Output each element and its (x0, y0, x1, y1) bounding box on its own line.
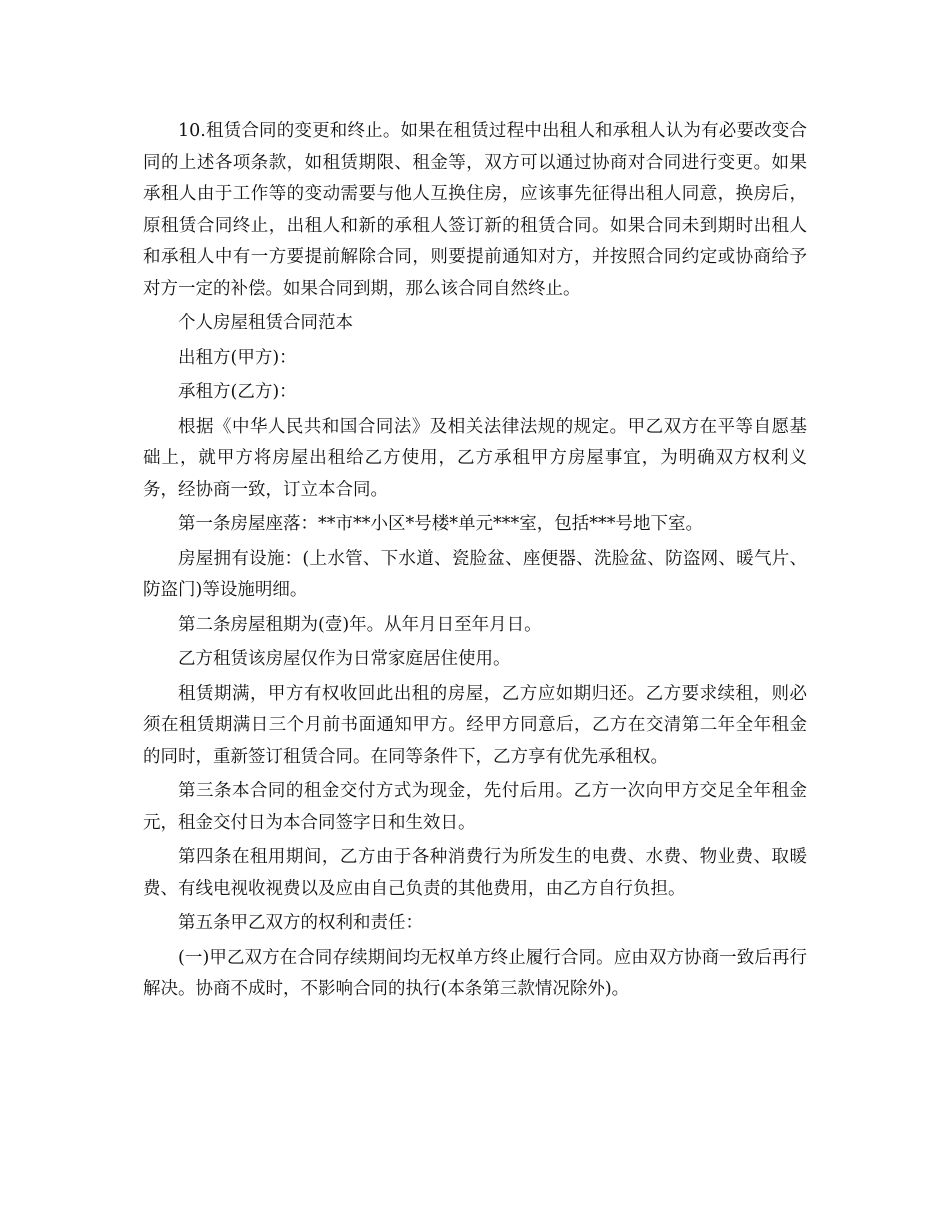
paragraph-lessor-party: 出租方(甲方)： (178, 347, 297, 368)
paragraph-article-2-term: 第二条房屋租期为(壹)年。从年月日至年月日。 (178, 614, 542, 635)
paragraph-facilities: 房屋拥有设施：(上水管、下水道、瓷脸盆、座便器、洗脸盆、防盗网、暖气片、防盗门)等设施明细。 (143, 548, 807, 600)
paragraph-lease-renewal: 租赁期满，甲方有权收回此出租的房屋，乙方应如期归还。乙方要求续租，则必须在租赁期满日三个月前书面通知甲方。经甲方同意后，乙方在交清第二年全年租金的同时，重新签订租赁合同。在同等条件下，乙方享有优先承租权。 (143, 683, 807, 767)
paragraph-lessee-party: 承租方(乙方)： (178, 382, 297, 402)
paragraph-contract-change-termination: 10.租赁合同的变更和终止。如果在租赁过程中出租人和承租人认为有必要改变合同的上述各项条款，如租赁期限、租金等，双方可以通过协商对合同进行变更。如果承租人由于工作等的变动需要与他人互换住房，应该事先征得出租人同意，换房后，原租赁合同终止，出租人和新的承租人签订新的租赁合同。如果合同未到期时出租人和承租人中有一方要提前解除合同，则要提前通知对方，并按照合同约定或协商给予对方一定的补偿。如果合同到期，那么该合同自然终止。 (143, 121, 807, 299)
paragraph-residential-use: 乙方租赁该房屋仅作为日常家庭居住使用。 (178, 649, 511, 669)
paragraph-article-5-clause-1: (一)甲乙双方在合同存续期间均无权单方终止履行合同。应由双方协商一致后再行解决。协商不成时，不影响合同的执行(本条第三款情况除外)。 (143, 947, 807, 999)
paragraph-template-title: 个人房屋租赁合同范本 (178, 313, 353, 333)
paragraph-article-3-payment: 第三条本合同的租金交付方式为现金，先付后用。乙方一次向甲方交足全年租金元，租金交付日为本合同签字日和生效日。 (143, 781, 807, 833)
paragraph-article-4-expenses: 第四条在租用期间，乙方由于各种消费行为所发生的电费、水费、物业费、取暖费、有线电视收视费以及应由自己负责的其他费用，由乙方自行负担。 (143, 847, 807, 899)
paragraph-article-5-heading: 第五条甲乙双方的权利和责任： (178, 913, 423, 933)
document-body (143, 116, 807, 1009)
paragraph-legal-basis: 根据《中华人民共和国合同法》及相关法律法规的规定。甲乙双方在平等自愿基础上，就甲方将房屋出租给乙方使用，乙方承租甲方房屋事宜，为明确双方权利义务，经协商一致，订立本合同。 (143, 416, 807, 500)
paragraph-article-1-location: 第一条房屋座落：**市**小区*号楼*单元***室，包括***号地下室。 (178, 514, 703, 534)
